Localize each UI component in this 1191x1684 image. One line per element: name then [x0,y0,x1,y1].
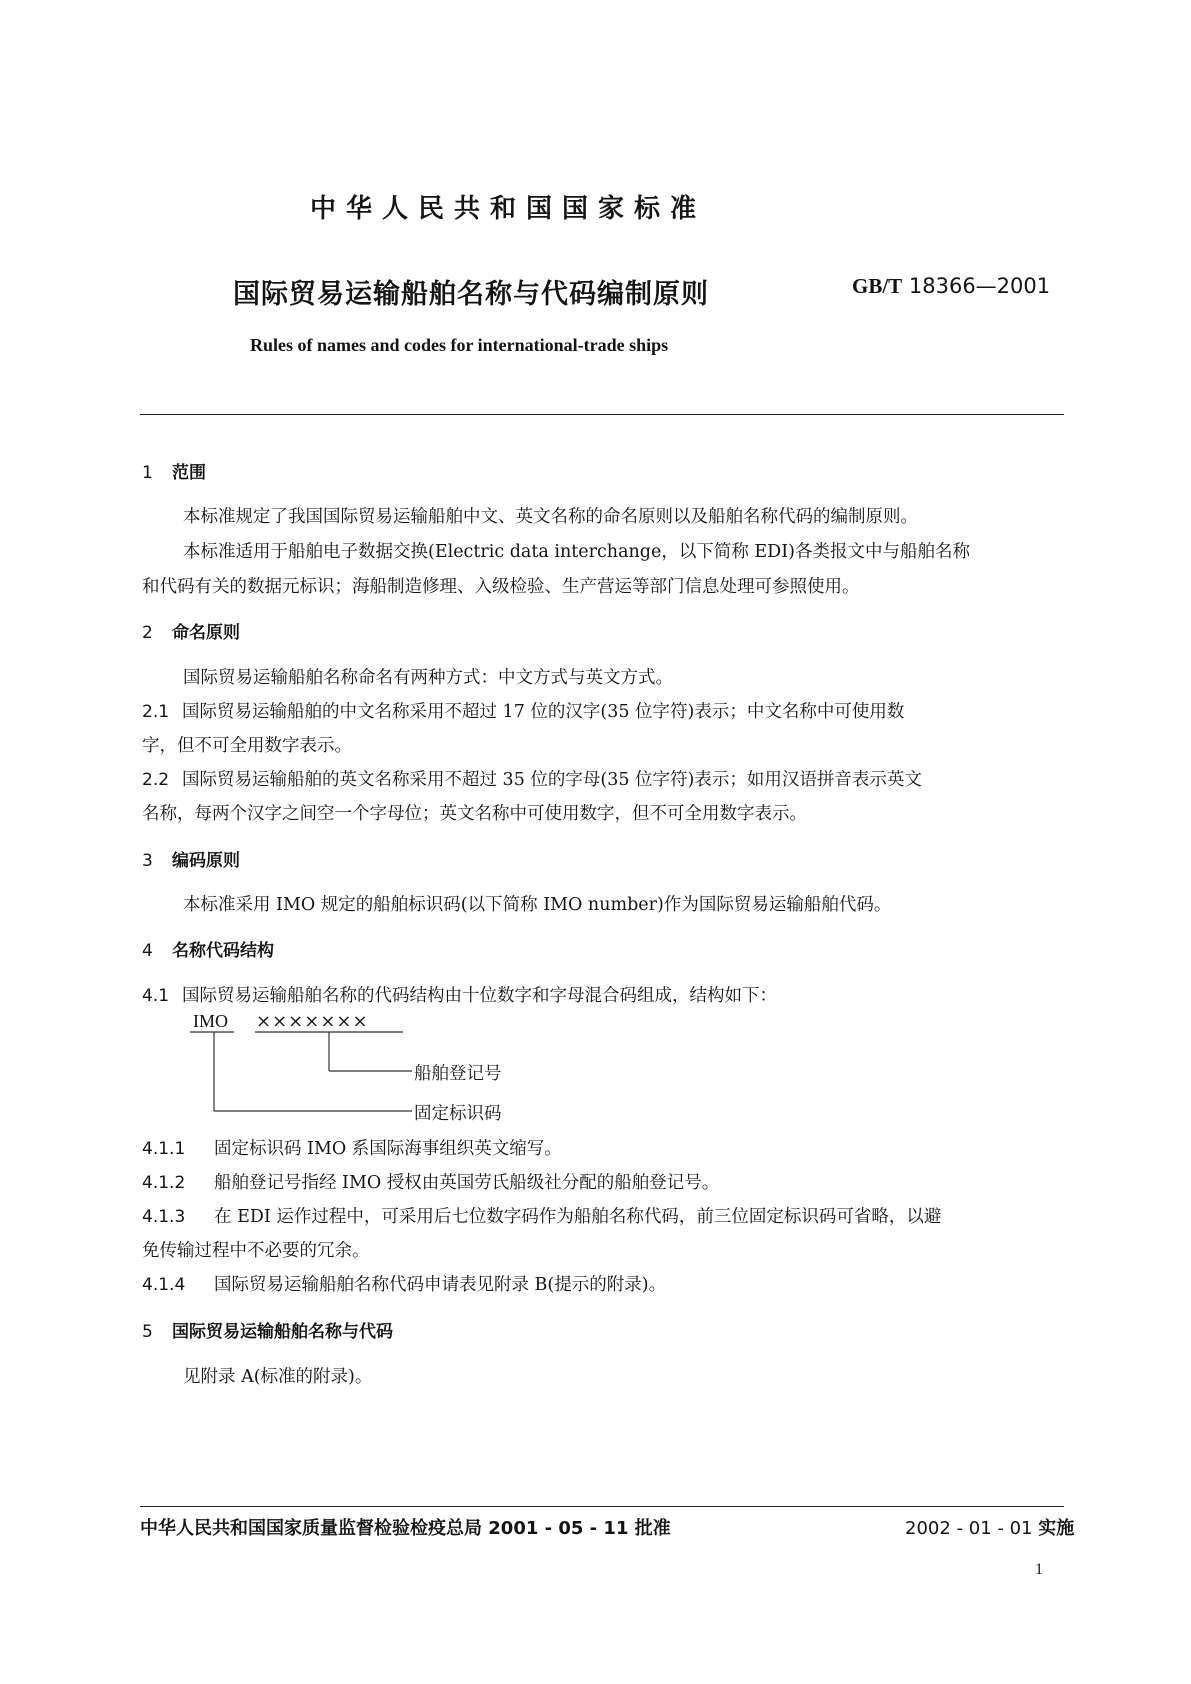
national-standard-heading: 中华人民共和国国家标准 [310,194,707,224]
section-1-paragraph-2b: 和代码有关的数据元标识；海船制造修理、入级检验、生产营运等部门信息处理可参照使用。 [142,577,860,597]
section-5-title: 国际贸易运输船舶名称与代码 [172,1322,393,1342]
section-5-heading [142,1317,393,1342]
section-1-paragraph-2a: 本标准适用于船舶电子数据交换(Electric data interchange，以下简称 EDI)各类报文中与船舶名称 [183,542,970,562]
clause-4-1-4-number: 4.1.4 [142,1275,186,1295]
section-3-paragraph-1: 本标准采用 IMO 规定的船舶标识码(以下简称 IMO number)作为国际贸易运输船舶代码。 [183,895,892,915]
diagram-label-registration: 船舶登记号 [414,1064,502,1084]
section-1-title: 范围 [172,463,206,483]
footer-issuer: 中华人民共和国国家质量监督检验检疫总局 2001 - 05 - 11 批准 [140,1518,671,1539]
section-2-title: 命名原则 [172,623,240,643]
clause-4-1-2-text: 船舶登记号指经 IMO 授权由英国劳氏船级社分配的船舶登记号。 [214,1173,720,1193]
diagram-digits: ××××××× [256,1011,369,1032]
section-5-number: 5 [142,1322,153,1342]
clause-4-1-text: 国际贸易运输船舶名称的代码结构由十位数字和字母混合码组成，结构如下： [182,986,777,1006]
clause-4-1-1-text: 固定标识码 IMO 系国际海事组织英文缩写。 [214,1139,562,1159]
clause-4-1-3-text-a: 在 EDI 运作过程中，可采用后七位数字码作为船舶名称代码，前三位固定标识码可省略，以避 [214,1207,942,1227]
page-number: 1 [1035,1561,1043,1578]
clause-4-1-number: 4.1 [142,986,170,1006]
section-3-number: 3 [142,851,153,871]
clause-4-1-4-text: 国际贸易运输船舶名称代码申请表见附录 B(提示的附录)。 [214,1275,667,1295]
clause-2-2-text-a: 国际贸易运输船舶的英文名称采用不超过 35 位的字母(35 位字符)表示；如用汉语拼音表示英文 [182,770,922,790]
clause-2-2-text-b: 名称，每两个汉字之间空一个字母位；英文名称中可使用数字，但不可全用数字表示。 [142,804,807,824]
footer-effective [905,1514,1074,1540]
clause-2-2-number: 2.2 [142,770,170,790]
clause-4-1-2 [142,1169,719,1194]
document-title-cn: 国际贸易运输船舶名称与代码编制原则 [233,279,709,310]
diagram-label-fixed: 固定标识码 [414,1104,502,1124]
clause-2-1-text-a: 国际贸易运输船舶的中文名称采用不超过 17 位的汉字(35 位字符)表示；中文名称中可使用数 [182,702,905,722]
clause-4-1-1 [142,1135,562,1160]
document-title-en: Rules of names and codes for international-trade ships [250,335,669,355]
section-4-number: 4 [142,941,153,961]
footer-effective-label: 实施 [1038,1518,1075,1539]
clause-4-1-1-number: 4.1.1 [142,1139,186,1159]
clause-4-1-4 [142,1271,666,1296]
diagram-prefix-imo: IMO [193,1011,228,1031]
clause-4-1-3-text-b: 免传输过程中不必要的冗余。 [142,1241,370,1261]
section-1-paragraph-1: 本标准规定了我国国际贸易运输船舶中文、英文名称的命名原则以及船舶名称代码的编制原则。 [183,507,918,527]
section-3-title: 编码原则 [172,851,240,871]
section-1-number: 1 [142,463,153,483]
footer-effective-date: 2002 - 01 - 01 [905,1518,1033,1539]
section-2-number: 2 [142,623,153,643]
standard-code-number: 18366—2001 [908,274,1051,298]
clause-4-1-2-number: 4.1.2 [142,1173,186,1193]
standard-code-prefix: GB/T [852,274,903,298]
section-4-title: 名称代码结构 [172,941,274,961]
clause-4-1-3-number: 4.1.3 [142,1207,186,1227]
clause-4-1-3 [142,1203,941,1228]
clause-2-1-number: 2.1 [142,702,170,722]
section-2-paragraph-1: 国际贸易运输船舶名称命名有两种方式：中文方式与英文方式。 [183,668,673,688]
footer-divider [140,1506,1064,1507]
clause-2-1-text-b: 字，但不可全用数字表示。 [142,736,352,756]
section-5-paragraph-1: 见附录 A(标准的附录)。 [183,1367,373,1387]
